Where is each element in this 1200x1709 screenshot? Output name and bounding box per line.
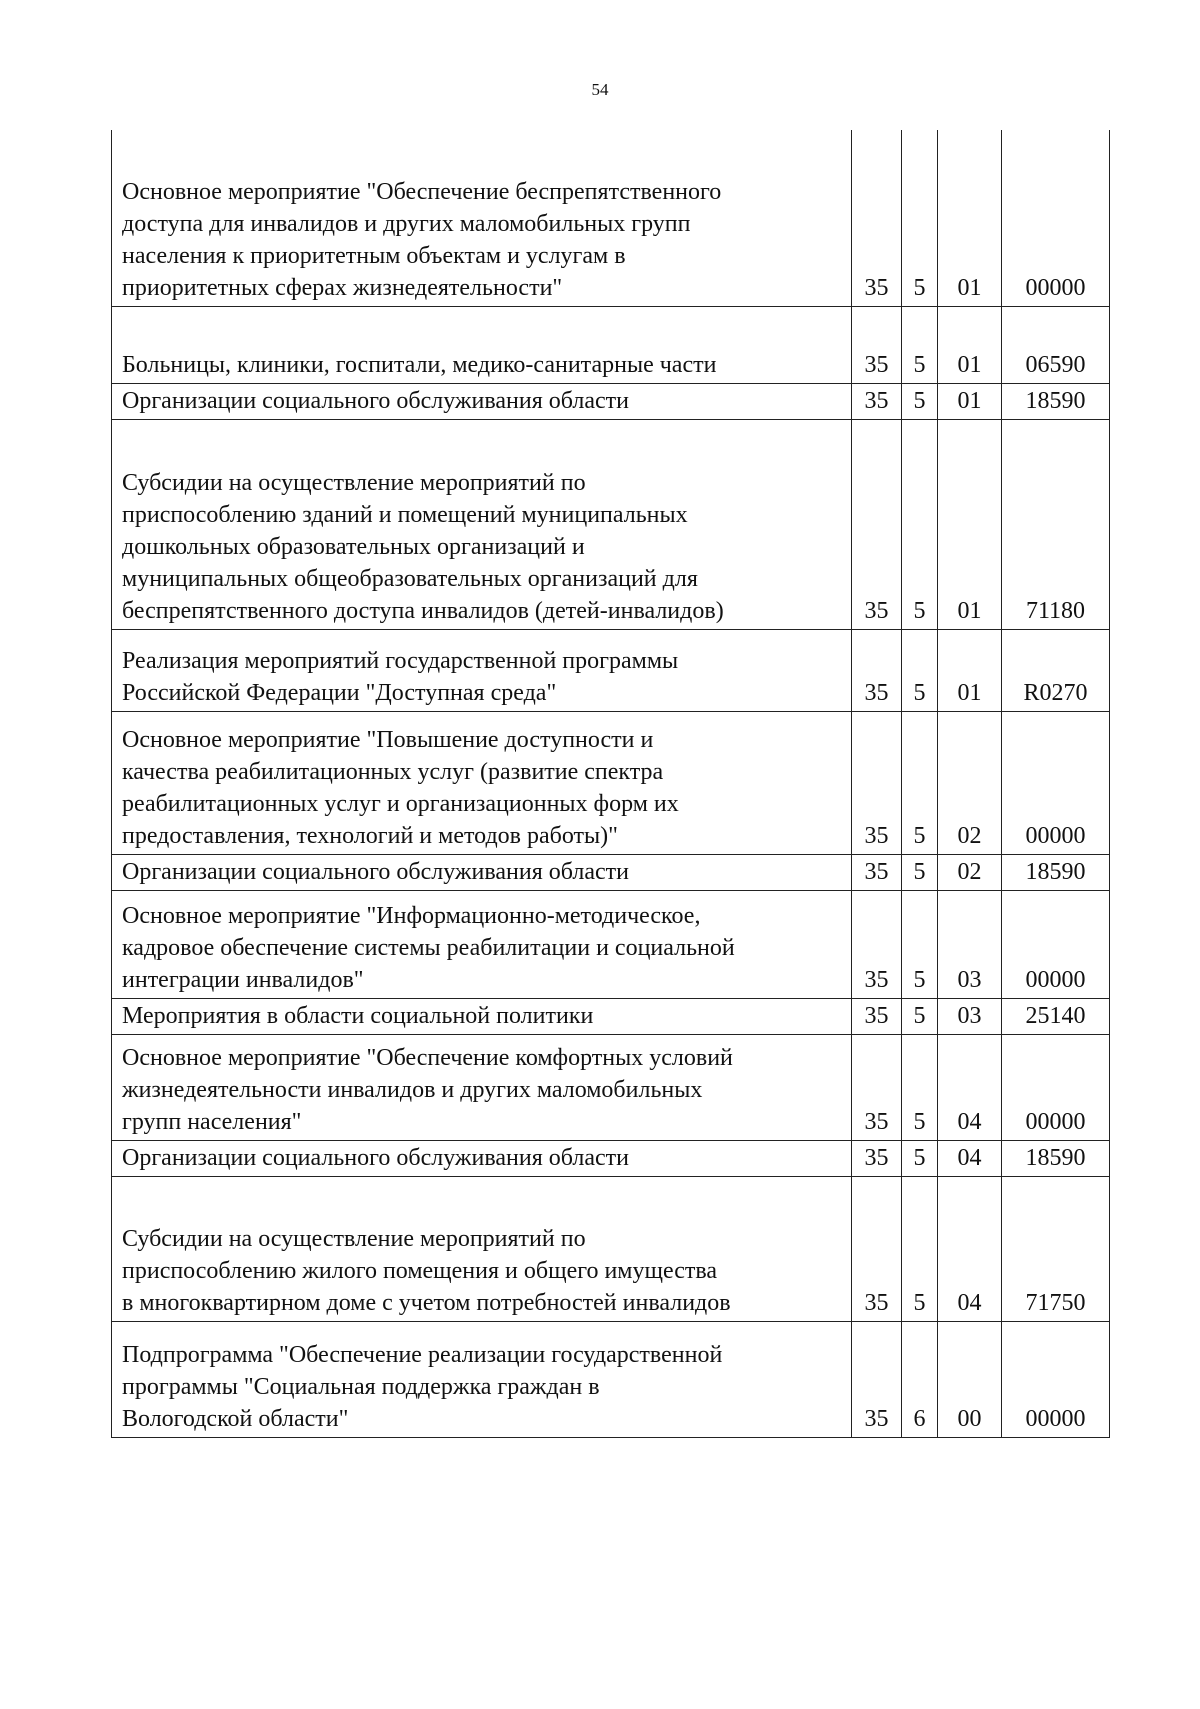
expense-name-line: Основное мероприятие "Информационно-методическое,: [122, 902, 701, 929]
direction-code-cell: 00000: [1002, 890, 1110, 998]
subprogram-code-cell: 5: [902, 854, 938, 890]
expense-name-line: интеграции инвалидов": [122, 966, 364, 993]
expense-name-cell: [112, 383, 852, 419]
expense-name-line: приспособлению зданий и помещений муниципальных: [122, 501, 688, 528]
expense-name-line: Реализация мероприятий государственной программы: [122, 647, 679, 674]
expense-name-cell: [112, 1034, 852, 1140]
direction-code-cell: 25140: [1002, 998, 1110, 1034]
event-code-cell: 01: [938, 383, 1002, 419]
subprogram-code-cell: 5: [902, 1034, 938, 1140]
direction-code-cell: 00000: [1002, 1034, 1110, 1140]
expense-name-line: кадровое обеспечение системы реабилитации и социальной: [122, 934, 735, 961]
expense-name-cell: [112, 419, 852, 629]
subprogram-code-cell: 5: [902, 629, 938, 711]
event-code-cell: 04: [938, 1140, 1002, 1176]
expense-name-line: муниципальных общеобразовательных организаций для: [122, 565, 698, 592]
event-code-cell: 03: [938, 890, 1002, 998]
subprogram-code-cell: 5: [902, 383, 938, 419]
table-row: [112, 1321, 1110, 1437]
event-code-cell: 01: [938, 629, 1002, 711]
subprogram-code-cell: 5: [902, 890, 938, 998]
event-code-cell: 02: [938, 854, 1002, 890]
program-code-cell: 35: [852, 998, 902, 1034]
expense-name-line: в многоквартирном доме с учетом потребностей инвалидов: [122, 1289, 731, 1316]
expense-name-line: Больницы, клиники, госпитали, медико-санитарные части: [122, 351, 717, 378]
program-code-cell: 35: [852, 306, 902, 383]
expense-name-line: Организации социального обслуживания области: [122, 387, 629, 414]
event-code-cell: 04: [938, 1034, 1002, 1140]
table-row: [112, 711, 1110, 854]
direction-code-cell: 00000: [1002, 130, 1110, 306]
direction-code-cell: 00000: [1002, 1321, 1110, 1437]
event-code-cell: 01: [938, 419, 1002, 629]
direction-code-cell: 71750: [1002, 1176, 1110, 1321]
budget-classification-table: [111, 130, 1110, 1438]
table-row: [112, 306, 1110, 383]
direction-code-cell: 18590: [1002, 1140, 1110, 1176]
table-row: [112, 854, 1110, 890]
program-code-cell: 35: [852, 1034, 902, 1140]
expense-name-line: Организации социального обслуживания области: [122, 1144, 629, 1171]
expense-name-line: групп населения": [122, 1108, 302, 1135]
direction-code-cell: 06590: [1002, 306, 1110, 383]
expense-name-line: приспособлению жилого помещения и общего имущества: [122, 1257, 718, 1284]
event-code-cell: 01: [938, 306, 1002, 383]
program-code-cell: 35: [852, 711, 902, 854]
expense-name-line: приоритетных сферах жизнедеятельности": [122, 274, 563, 301]
program-code-cell: 35: [852, 629, 902, 711]
table-row: [112, 130, 1110, 306]
table-row: [112, 629, 1110, 711]
event-code-cell: 04: [938, 1176, 1002, 1321]
expense-name-cell: [112, 629, 852, 711]
program-code-cell: 35: [852, 890, 902, 998]
table-row: [112, 1034, 1110, 1140]
expense-name-cell: [112, 1176, 852, 1321]
expense-name-cell: [112, 998, 852, 1034]
table-row: [112, 998, 1110, 1034]
program-code-cell: 35: [852, 130, 902, 306]
program-code-cell: 35: [852, 1321, 902, 1437]
expense-name-line: Основное мероприятие "Обеспечение беспрепятственного: [122, 178, 722, 205]
page-number: 54: [591, 80, 609, 99]
expense-name-cell: [112, 1140, 852, 1176]
expense-name-line: Вологодской области": [122, 1405, 349, 1432]
direction-code-cell: 18590: [1002, 854, 1110, 890]
expense-name-line: жизнедеятельности инвалидов и других маломобильных: [122, 1076, 703, 1103]
subprogram-code-cell: 5: [902, 419, 938, 629]
event-code-cell: 01: [938, 130, 1002, 306]
expense-name-cell: [112, 1321, 852, 1437]
event-code-cell: 00: [938, 1321, 1002, 1437]
expense-name-line: Субсидии на осуществление мероприятий по: [122, 469, 586, 496]
table-row: [112, 419, 1110, 629]
expense-name-line: беспрепятственного доступа инвалидов (детей-инвалидов): [122, 597, 724, 624]
event-code-cell: 02: [938, 711, 1002, 854]
expense-name-line: Мероприятия в области социальной политики: [122, 1002, 594, 1029]
subprogram-code-cell: 5: [902, 711, 938, 854]
direction-code-cell: 71180: [1002, 419, 1110, 629]
table-row: [112, 383, 1110, 419]
subprogram-code-cell: 5: [902, 306, 938, 383]
expense-name-line: реабилитационных услуг и организационных форм их: [122, 790, 679, 817]
expense-name-cell: [112, 854, 852, 890]
expense-name-line: Российской Федерации "Доступная среда": [122, 679, 557, 706]
expense-name-line: Организации социального обслуживания области: [122, 858, 629, 885]
table-row: [112, 1176, 1110, 1321]
expense-name-cell: [112, 890, 852, 998]
subprogram-code-cell: 5: [902, 998, 938, 1034]
event-code-cell: 03: [938, 998, 1002, 1034]
subprogram-code-cell: 6: [902, 1321, 938, 1437]
program-code-cell: 35: [852, 383, 902, 419]
subprogram-code-cell: 5: [902, 1140, 938, 1176]
direction-code-cell: R0270: [1002, 629, 1110, 711]
expense-name-line: дошкольных образовательных организаций и: [122, 533, 585, 560]
subprogram-code-cell: 5: [902, 130, 938, 306]
expense-name-cell: [112, 130, 852, 306]
expense-name-line: качества реабилитационных услуг (развитие спектра: [122, 758, 664, 785]
table-row: [112, 1140, 1110, 1176]
expense-name-line: населения к приоритетным объектам и услугам в: [122, 242, 626, 269]
expense-name-cell: [112, 306, 852, 383]
expense-name-cell: [112, 711, 852, 854]
expense-name-line: доступа для инвалидов и других маломобильных групп: [122, 210, 691, 237]
program-code-cell: 35: [852, 1140, 902, 1176]
expense-name-line: Субсидии на осуществление мероприятий по: [122, 1225, 586, 1252]
expense-name-line: Основное мероприятие "Повышение доступности и: [122, 726, 654, 753]
direction-code-cell: 18590: [1002, 383, 1110, 419]
program-code-cell: 35: [852, 1176, 902, 1321]
expense-name-line: программы "Социальная поддержка граждан в: [122, 1373, 600, 1400]
direction-code-cell: 00000: [1002, 711, 1110, 854]
expense-name-line: предоставления, технологий и методов работы)": [122, 822, 618, 849]
program-code-cell: 35: [852, 419, 902, 629]
subprogram-code-cell: 5: [902, 1176, 938, 1321]
program-code-cell: 35: [852, 854, 902, 890]
expense-name-line: Подпрограмма "Обеспечение реализации государственной: [122, 1341, 723, 1368]
table-row: [112, 890, 1110, 998]
expense-name-line: Основное мероприятие "Обеспечение комфортных условий: [122, 1044, 733, 1071]
